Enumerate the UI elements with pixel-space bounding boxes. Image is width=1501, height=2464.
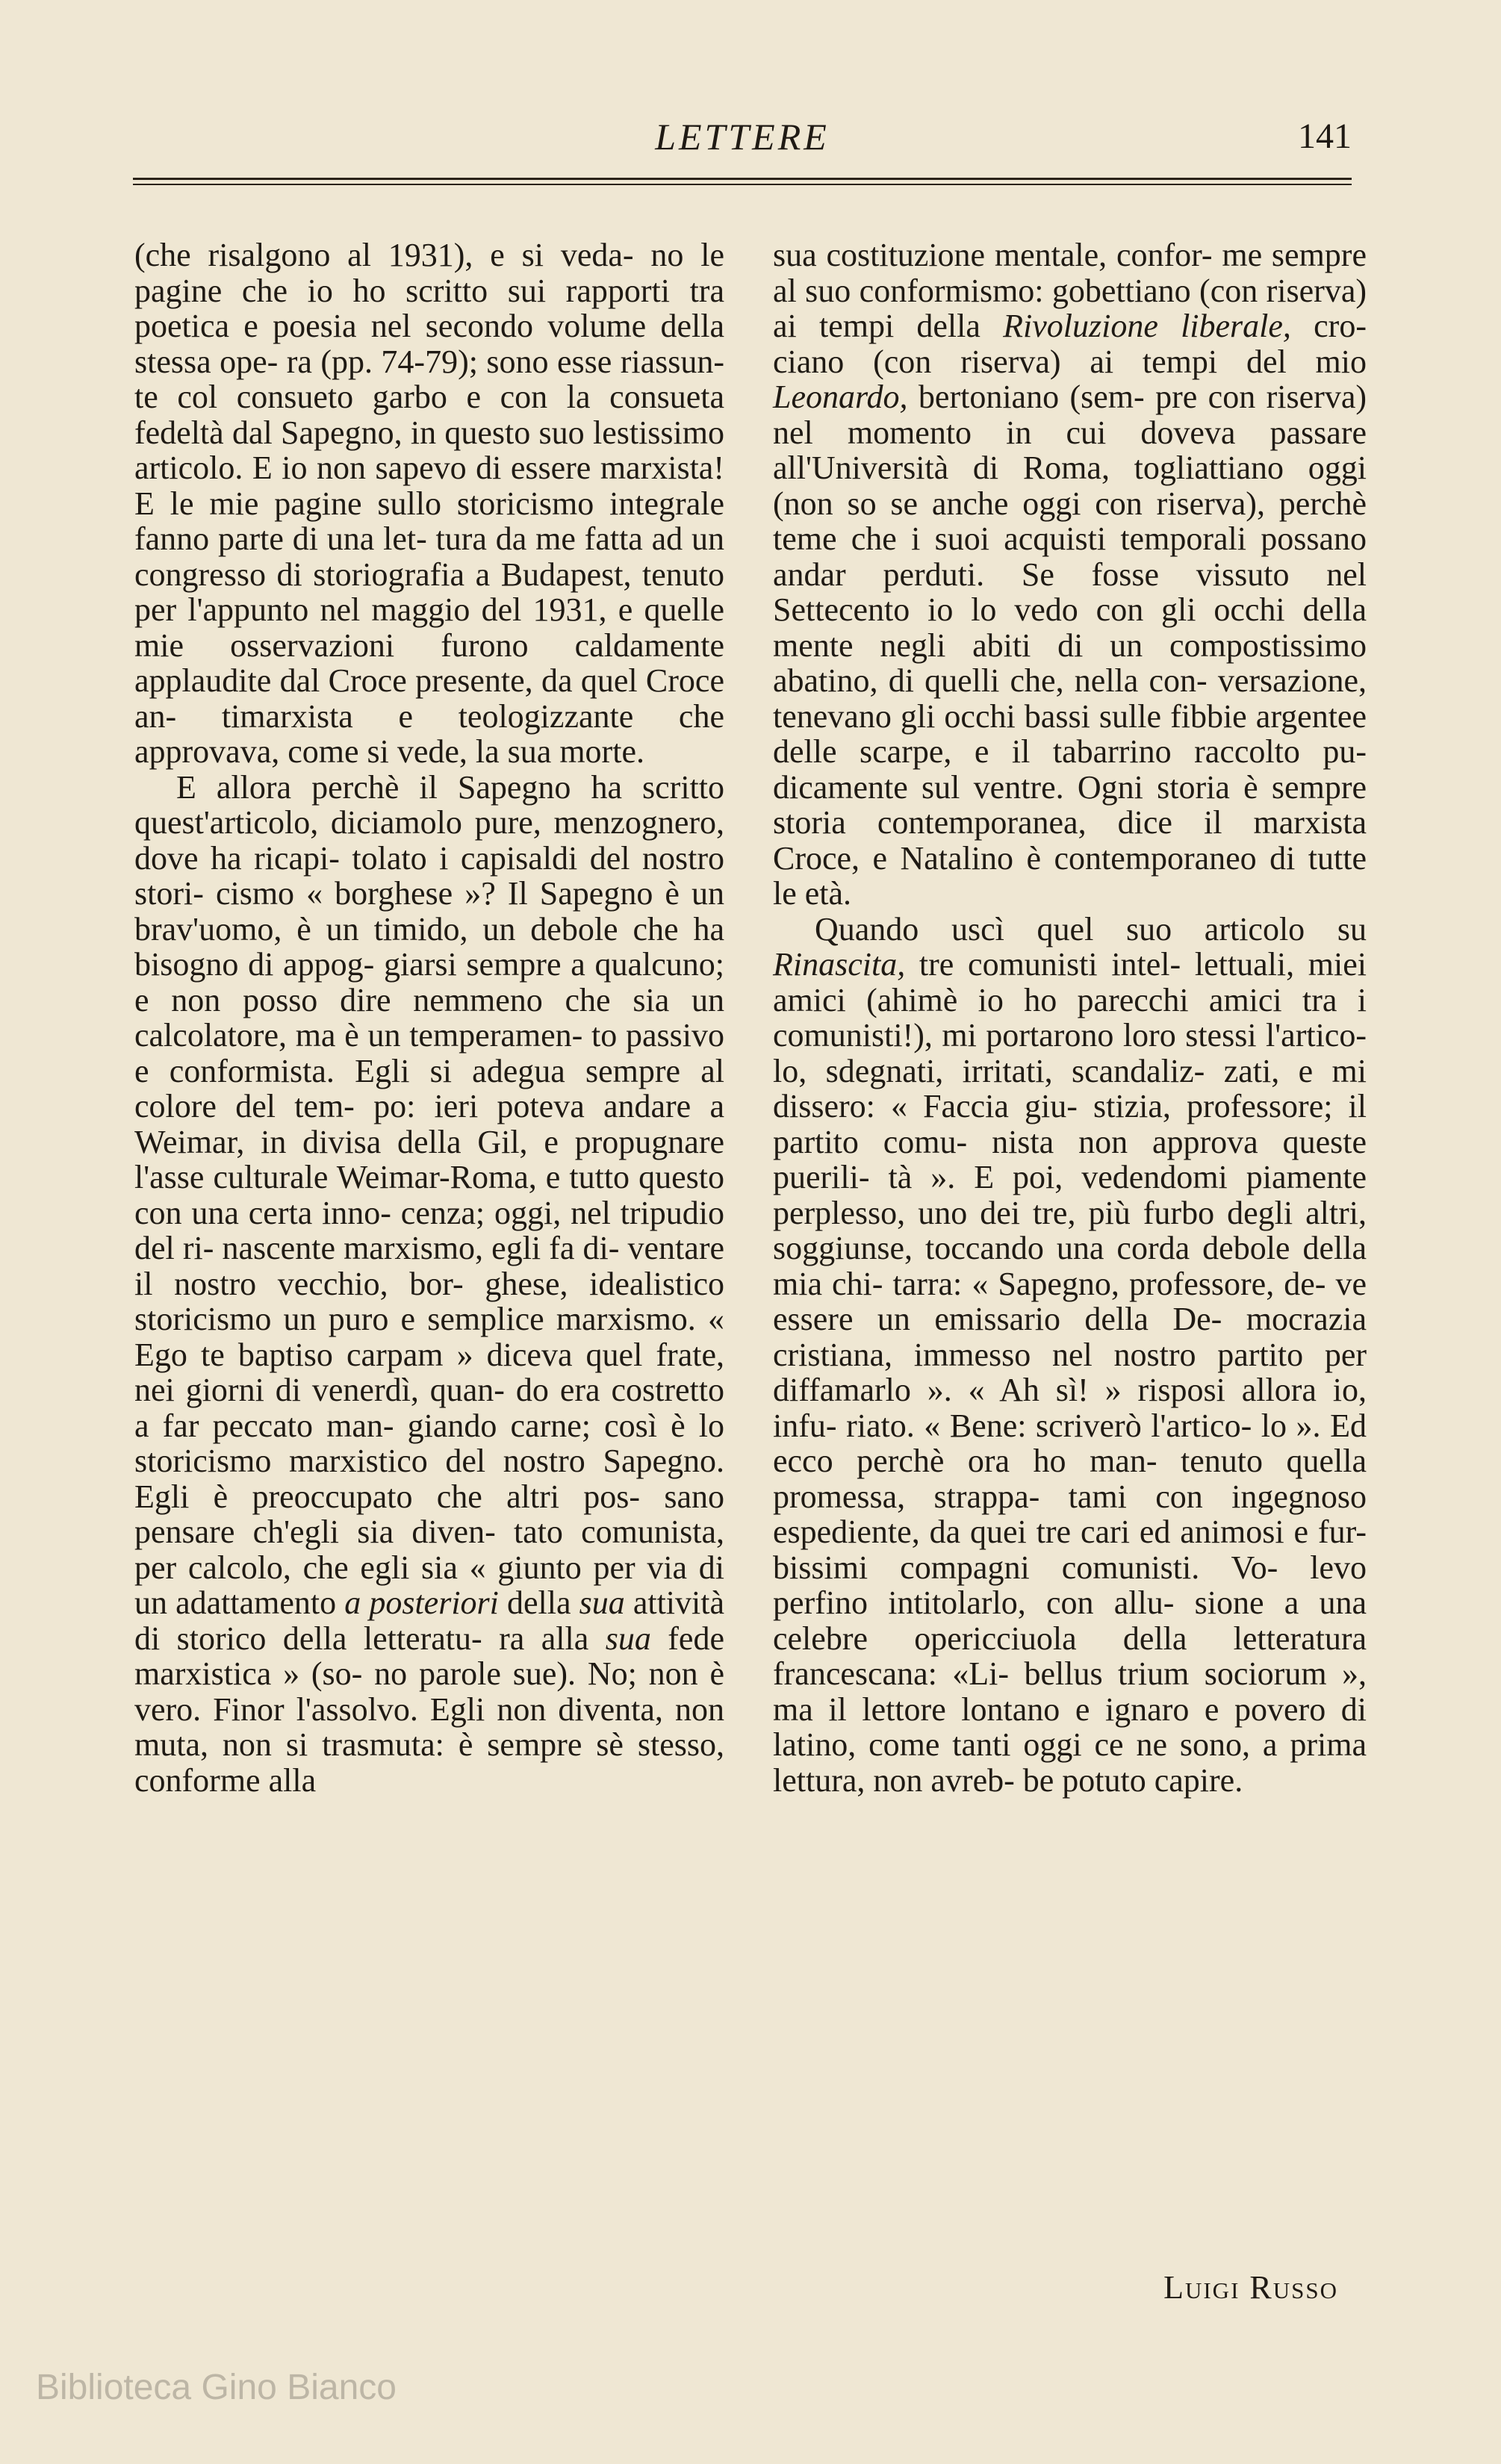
italic-phrase: a posteriori	[344, 1584, 499, 1621]
author-signature: Luigi Russo	[1163, 2269, 1338, 2306]
text-run: fede marxistica » (so- no parole sue). No; non è vero. Finor l'assolvo. Egli non diventa, non muta, non si trasmuta: è sempre sè stesso, conforme alla	[134, 1620, 724, 1799]
page-header	[133, 111, 1352, 170]
text-run: E allora perchè il Sapegno ha scritto quest'articolo, diciamolo pure, menzognero, dove ha ricapi- tolato i capisaldi del nostro stori- cismo « borghese »? Il Sapegno è un brav'uomo, è un timido, un debole che ha bisogno di appog- giarsi sempre a qualcuno; e non posso dire nemmeno che sia un calcolatore, ma è un temperamen- to passivo e conformista. Egli si adegua sempre al colore del tem- po: ieri poteva andare a Weimar, in divisa della Gil, e propugnare l'asse culturale Weimar-Roma, e tutto questo con una certa inno- cenza; oggi, nel tripudio del ri- nascente marxismo, egli fa di- ventare il nostro vecchio, bor- ghese, idealistico storicismo un puro e semplice marxismo. « Ego te baptiso carpam » diceva quel frate, nei giorni di venerdì, quan- do era costretto a far peccato man- giando carne; così è lo storicismo marxistico del nostro Sapegno. Egli è preoccupato che altri pos- sano pensare ch'egli sia diven- tato comunista, per calcolo, che egli sia « giunto per via di un adattamento	[134, 768, 724, 1621]
paragraph: (che risalgono al 1931), e si veda- no le pagine che io ho scritto sui rapporti tra poetica e poesia nel secondo volume della stessa ope- ra (pp. 74-79); sono esse riassun- te col consueto garbo e con la consueta fedeltà dal Sapegno, in questo suo lestissimo articolo. E io non sapevo di essere marxista! E le mie pagine sullo storicismo integrale fanno parte di una let- tura da me fatta ad un congresso di storiografia a Budapest, tenuto per l'appunto nel maggio del 1931, e quelle mie osservazioni furono caldamente applaudite dal Croce presente, da quel Croce an- timarxista e teologizzante che approvava, come si vede, la sua morte.	[134, 237, 724, 770]
text-run: sua costituzione mentale, confor- me sempre al suo conformismo: gobettiano (con riserva) ai tempi della	[773, 237, 1367, 344]
header-rule	[133, 178, 1352, 180]
italic-word: sua	[579, 1584, 625, 1621]
italic-title: Rivoluzione liberale,	[1003, 308, 1291, 344]
italic-word: sua	[605, 1620, 651, 1657]
page-number: 141	[1298, 116, 1352, 156]
text-run: tre comunisti intel- lettuali, miei amici (ahimè io ho parecchi amici tra i comunisti!), mi portarono loro stessi l'artico- lo, sdegnati, irritati, scandaliz- zati, e mi dissero: « Faccia giu- stizia, professore; il partito comu- nista non approva queste puerili- tà ». E poi, vedendomi piamente perplesso, uno dei tre, più furbo degli altri, soggiunse, toccando una corda debole della mia chi- tarra: « Sapegno, professore, de- ve essere un emissario della De- mocrazia cristiana, immesso nel nostro partito per diffamarlo ». « Ah sì! » risposi allora io, infu- riato. « Bene: scriverò l'artico- lo ». Ed ecco perchè ora ho man- tenuto quella promessa, strappa- tami con ingegnoso espediente, da quei tre cari ed animosi e fur- bissimi compagni comunisti. Vo- levo perfino intitolarlo, con allu- sione a una celebre opericciuola della letteratura francescana: «Li- bellus trium sociorum », ma il lettore lontano e ignaro e povero di latino, come tanti oggi ce ne sono, a prima lettura, non avreb- be potuto capire.	[773, 946, 1367, 1799]
text-run: cro- ciano (con riserva) ai tempi del mio	[773, 308, 1367, 380]
text-run: della	[498, 1584, 579, 1621]
text-run: Quando uscì quel suo articolo su	[815, 910, 1367, 948]
library-watermark: Biblioteca Gino Bianco	[36, 2368, 397, 2407]
text-run: bertoniano (sem- pre con riserva) nel momento in cui doveva passare all'Università di Roma, togliattiano oggi (non so se anche oggi con riserva), perchè teme che i suoi acquisti temporali possano andar perduti. Se fosse vissuto nel Settecento io lo vedo con gli occhi della mente negli abiti di un compostissimo abatino, di quelli che, nella con- versazione, tenevano gli occhi bassi sulle fibbie argentee delle scarpe, e il tabarrino raccolto pu- dicamente sul ventre. Ogni storia è sempre storia contemporanea, dice il marxista Croce, e Natalino è contemporaneo di tutte le età.	[773, 379, 1367, 912]
paragraph	[134, 770, 724, 1799]
left-column	[134, 237, 724, 1798]
header-rule-thin	[133, 184, 1352, 185]
running-head: LETTERE	[655, 116, 830, 158]
right-column	[773, 237, 1367, 1798]
italic-title: Leonardo,	[773, 379, 908, 415]
paragraph	[773, 237, 1367, 912]
italic-title: Rinascita,	[773, 946, 906, 983]
paragraph	[773, 912, 1367, 1799]
text-run: attività di storico della letteratu- ra alla	[134, 1584, 724, 1657]
